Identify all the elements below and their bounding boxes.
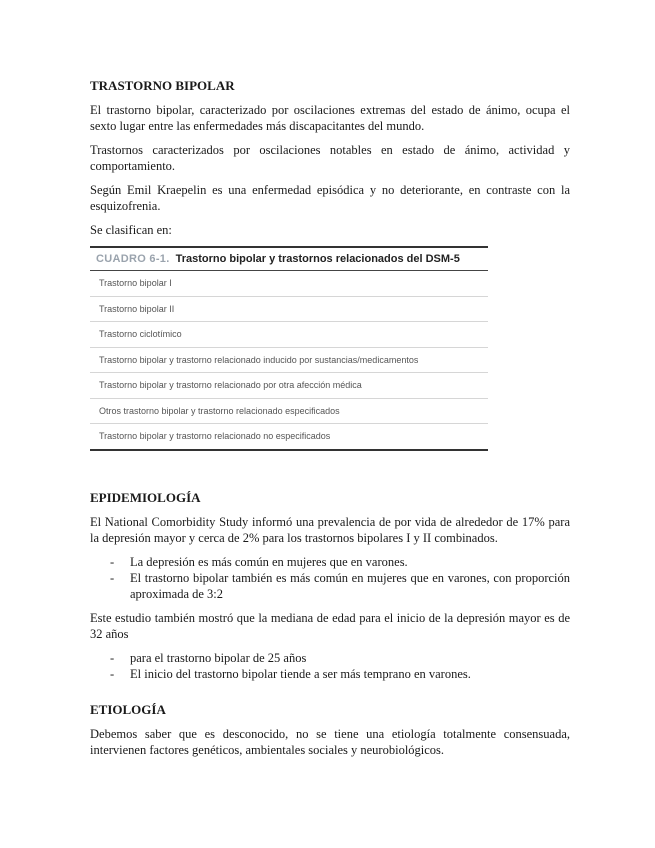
section-heading-epidemiology: EPIDEMIOLOGÍA — [90, 490, 201, 505]
table-row: Otros trastorno bipolar y trastorno relacionado especificados — [90, 398, 488, 424]
table-row: Trastorno ciclotímico — [90, 321, 488, 347]
list-item — [90, 554, 570, 570]
section-spacer — [90, 690, 570, 702]
lower-sections — [90, 490, 570, 766]
dsm5-classification-table — [90, 246, 488, 451]
table-row: Trastorno bipolar II — [90, 296, 488, 322]
dash-bullet: - — [110, 571, 115, 585]
table-row: Trastorno bipolar y trastorno relacionado inducido por sustancias/medicamentos — [90, 347, 488, 373]
epidemiology-paragraph-1: El National Comorbidity Study informó una prevalencia de por vida de alrededor de 17% para la depresión mayor y cerca de 2% para los trastornos bipolares I y II combinados. — [90, 515, 570, 545]
list-item — [90, 666, 570, 682]
table-row: Trastorno bipolar y trastorno relacionado por otra afección médica — [90, 372, 488, 398]
intro-paragraph-2: Trastornos caracterizados por oscilaciones notables en estado de ánimo, actividad y comportamiento. — [90, 143, 570, 173]
table-bottom-rule — [90, 449, 488, 451]
dash-bullet: - — [110, 651, 115, 665]
table-title-row — [90, 248, 488, 271]
intro-paragraph-3: Según Emil Kraepelin es una enfermedad episódica y no deteriorante, en contraste con la esquizofrenia. — [90, 183, 570, 213]
intro-paragraph-1: El trastorno bipolar, caracterizado por oscilaciones extremas del estado de ánimo, ocupa el sexto lugar entre las enfermedades más discapacitantes del mundo. — [90, 103, 570, 133]
epidemiology-list-1 — [90, 554, 570, 602]
epidemiology-list-2 — [90, 650, 570, 682]
table-number: CUADRO 6-1. — [96, 253, 170, 265]
list-item-text: El trastorno bipolar también es más común en mujeres que en varones, con proporción aproximada de 3:2 — [130, 571, 570, 601]
list-item-text: La depresión es más común en mujeres que en varones. — [130, 555, 408, 569]
section-heading-bipolar: TRASTORNO BIPOLAR — [90, 78, 235, 93]
list-item — [90, 650, 570, 666]
list-item-text: El inicio del trastorno bipolar tiende a ser más temprano en varones. — [130, 667, 471, 681]
dash-bullet: - — [110, 555, 115, 569]
list-item-text: para el trastorno bipolar de 25 años — [130, 651, 307, 665]
section-heading-etiology: ETIOLOGÍA — [90, 702, 166, 717]
etiology-paragraph: Debemos saber que es desconocido, no se tiene una etiología totalmente consensuada, intervienen factores genéticos, ambientales sociales y neurobiológicos. — [90, 727, 570, 757]
intro-section — [90, 78, 570, 246]
intro-paragraph-4: Se clasifican en: — [90, 223, 172, 237]
table-row: Trastorno bipolar y trastorno relacionado no especificados — [90, 423, 488, 449]
epidemiology-paragraph-2: Este estudio también mostró que la mediana de edad para el inicio de la depresión mayor es de 32 años — [90, 611, 570, 641]
list-item — [90, 570, 570, 602]
table-row: Trastorno bipolar I — [99, 278, 172, 289]
table-title: Trastorno bipolar y trastornos relacionados del DSM-5 — [175, 253, 460, 265]
dash-bullet: - — [110, 667, 115, 681]
